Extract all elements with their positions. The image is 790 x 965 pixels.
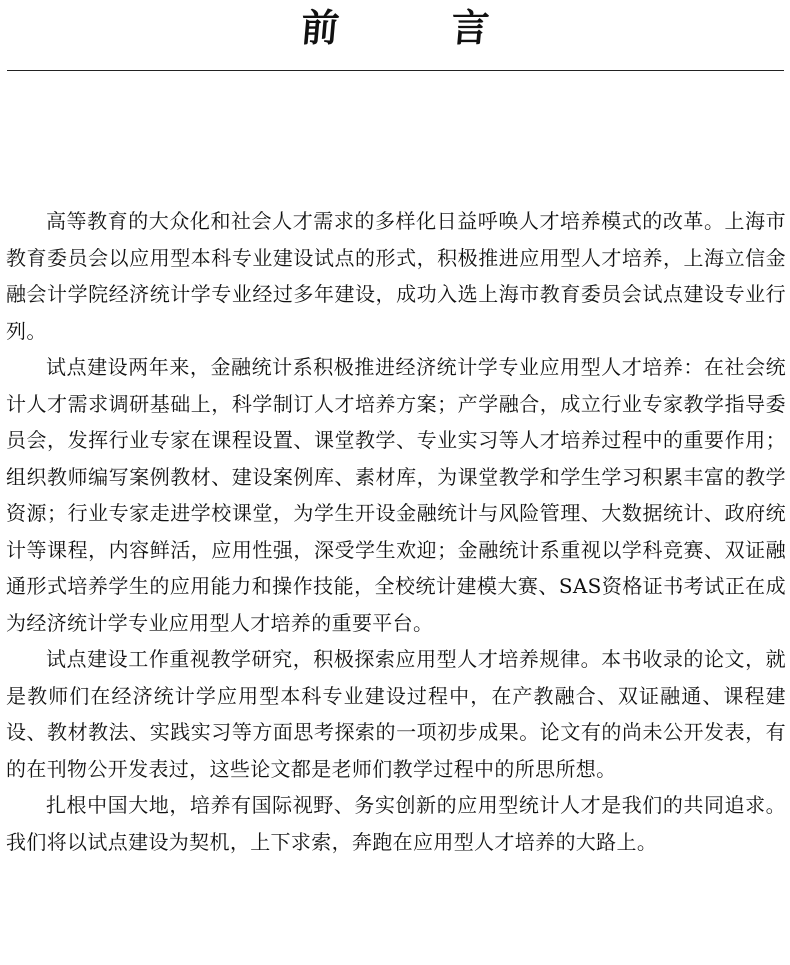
paragraph-2: 试点建设两年来，金融统计系积极推进经济统计学专业应用型人才培养：在社会统计人才需求调研基础上，科学制订人才培养方案；产学融合，成立行业专家教学指导委员会，发挥行业专家在课程设置、课堂教学、专业实习等人才培养过程中的重要作用；组织教师编写案例教材、建设案例库、素材库，为课堂教学和学生学习积累丰富的教学资源；行业专家走进学校课堂，为学生开设金融统计与风险管理、大数据统计、政府统计等课程，内容鲜活，应用性强，深受学生欢迎；金融统计系重视以学科竞赛、双证融通形式培养学生的应用能力和操作技能，全校统计建模大赛、SAS资格证书考试正在成为经济统计学专业应用型人才培养的重要平台。 xyxy=(6,355,786,635)
page-title xyxy=(0,2,790,54)
title-divider xyxy=(7,70,784,71)
paragraph-4: 扎根中国大地，培养有国际视野、务实创新的应用型统计人才是我们的共同追求。我们将以试点建设为契机，上下求索，奔跑在应用型人才培养的大路上。 xyxy=(6,793,786,854)
preface-body xyxy=(6,203,786,860)
paragraph-3: 试点建设工作重视教学研究，积极探索应用型人才培养规律。本书收录的论文，就是教师们在经济统计学应用型本科专业建设过程中，在产教融合、双证融通、课程建设、教材教法、实践实习等方面思考探索的一项初步成果。论文有的尚未公开发表，有的在刊物公开发表过，这些论文都是老师们教学过程中的所思所想。 xyxy=(6,647,786,781)
paragraph-1: 高等教育的大众化和社会人才需求的多样化日益呼唤人才培养模式的改革。上海市教育委员会以应用型本科专业建设试点的形式，积极推进应用型人才培养，上海立信金融会计学院经济统计学专业经过多年建设，成功入选上海市教育委员会试点建设专业行列。 xyxy=(6,209,786,343)
title-char-1: 前 xyxy=(299,5,342,50)
title-char-2: 言 xyxy=(449,5,492,50)
